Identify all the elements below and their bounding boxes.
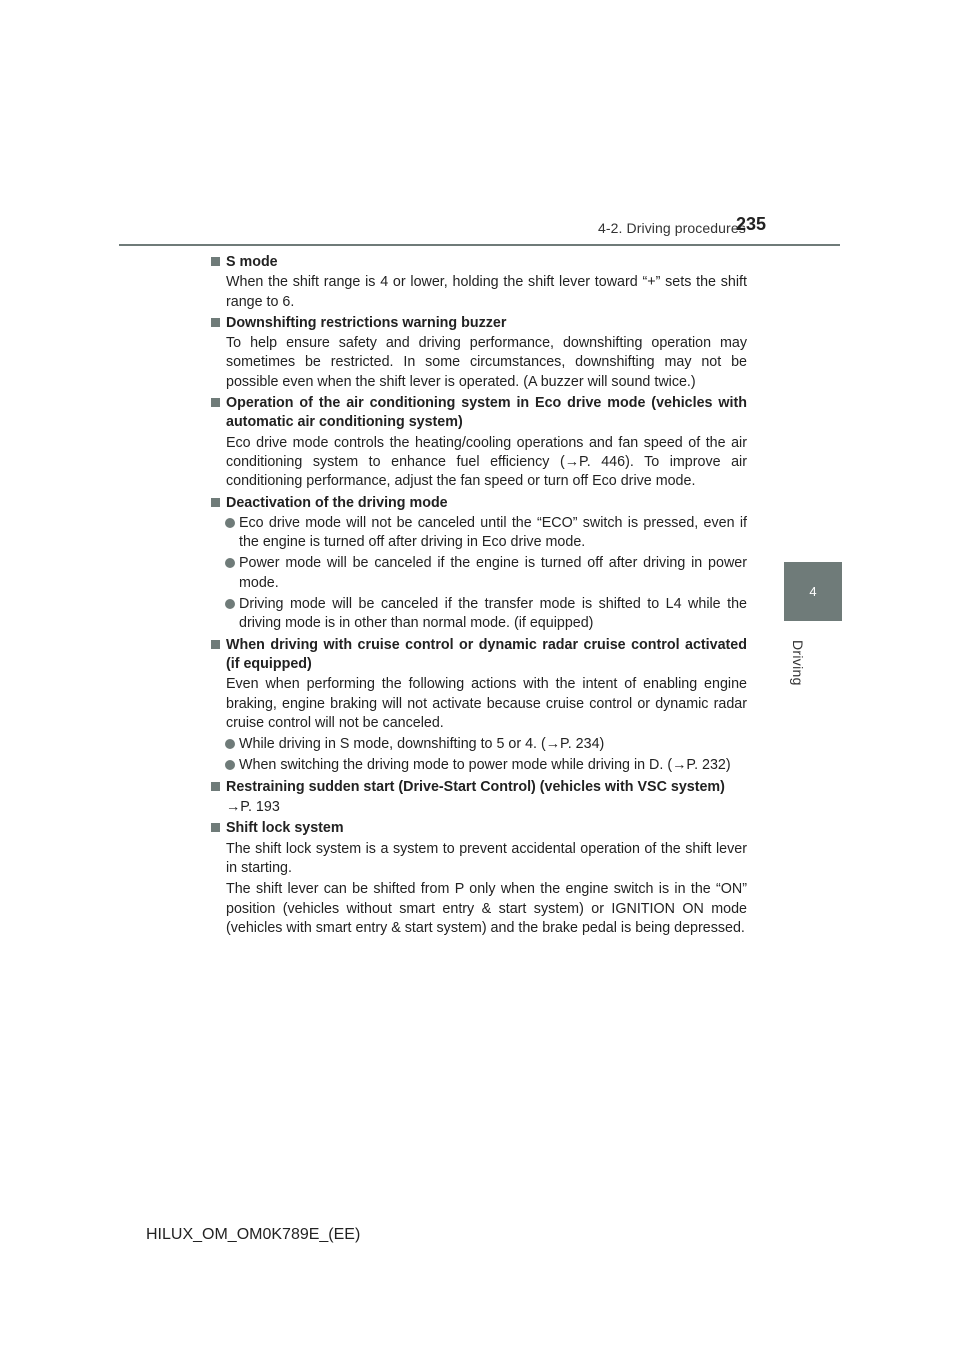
circle-bullet-icon <box>225 739 235 749</box>
circle-bullet-icon <box>225 760 235 770</box>
square-bullet-icon <box>211 640 220 649</box>
bullet-item <box>211 735 747 754</box>
section-title-text: Downshifting restrictions warning buzzer <box>226 314 507 331</box>
side-tab-label: Driving <box>790 640 806 686</box>
section <box>211 819 747 938</box>
section-title-text: Deactivation of the driving mode <box>226 494 448 511</box>
paragraph <box>211 675 747 733</box>
square-bullet-icon <box>211 498 220 507</box>
page-number: 235 <box>736 214 767 234</box>
bullet-text: Driving mode will be canceled if the transfer mode is shifted to L4 while the driving mode is in other than normal mode. (if equipped) <box>239 596 747 632</box>
paragraph-text: →P. 193 <box>226 799 280 816</box>
footer-doc-code: HILUX_OM_OM0K789E_(EE) <box>146 1226 361 1243</box>
paragraph <box>211 840 747 879</box>
section-title <box>211 314 747 333</box>
side-tab-number: 4 <box>809 584 817 599</box>
side-tab <box>784 562 842 621</box>
section-title-text: Operation of the air conditioning system in Eco drive mode (vehicles with automatic air conditioning system) <box>226 395 747 431</box>
paragraph <box>211 798 747 817</box>
section-title-text: When driving with cruise control or dynamic radar cruise control activated (if equipped) <box>226 636 747 672</box>
paragraph <box>211 334 747 392</box>
section <box>211 394 747 491</box>
paragraph <box>211 273 747 312</box>
section-title-text: Shift lock system <box>226 820 344 837</box>
content <box>211 253 747 940</box>
section-title-text: S mode <box>226 254 278 270</box>
circle-bullet-icon <box>225 518 235 528</box>
section <box>211 314 747 392</box>
bullet-text: Eco drive mode will not be canceled until the “ECO” switch is pressed, even if the engine is turned off after driving in Eco drive mode. <box>239 514 747 551</box>
paragraph-text: The shift lock system is a system to prevent accidental operation of the shift lever in starting. <box>226 840 747 876</box>
section-title <box>211 394 747 433</box>
section <box>211 778 747 818</box>
paragraph <box>211 880 747 938</box>
section <box>211 494 747 634</box>
square-bullet-icon <box>211 823 220 832</box>
bullet-item <box>211 514 747 553</box>
square-bullet-icon <box>211 398 220 407</box>
paragraph-text: Even when performing the following actions with the intent of enabling engine braking, engine braking will not activate because cruise control or dynamic radar cruise control will not be canceled. <box>226 676 747 731</box>
paragraph-text: To help ensure safety and driving performance, downshifting operation may sometimes be restricted. In some circumstances, downshifting may not be possible even when the shift lever is operated. (A buzzer will sound twice.) <box>226 335 747 390</box>
paragraph-text: When the shift range is 4 or lower, holding the shift lever toward “+” sets the shift range to 6. <box>226 274 747 310</box>
square-bullet-icon <box>211 257 220 266</box>
header-rule <box>119 244 840 246</box>
bullet-item <box>211 756 747 775</box>
section-title-text: Restraining sudden start (Drive-Start Control) (vehicles with VSC system) <box>226 778 725 795</box>
section-title <box>211 253 747 272</box>
section-title <box>211 636 747 675</box>
page-header-section: 4-2. Driving procedures <box>598 220 746 236</box>
section-title <box>211 819 747 838</box>
bullet-item <box>211 554 747 593</box>
paragraph-text: The shift lever can be shifted from P only when the engine switch is in the “ON” position (vehicles without smart entry & start system) or IGNITION ON mode (vehicles with smart entry & start system) and the brake pedal is being depressed. <box>226 881 747 936</box>
square-bullet-icon <box>211 318 220 327</box>
square-bullet-icon <box>211 782 220 791</box>
section <box>211 636 747 776</box>
paragraph-text: Eco drive mode controls the heating/cooling operations and fan speed of the air conditioning system to enhance fuel efficiency (→P. 446). To improve air conditioning performance, adjust the fan speed or turn off Eco drive mode. <box>226 434 747 490</box>
circle-bullet-icon <box>225 558 235 568</box>
section <box>211 253 747 312</box>
paragraph <box>211 434 747 492</box>
section-title <box>211 778 747 797</box>
section-title <box>211 494 747 513</box>
bullet-item <box>211 595 747 634</box>
bullet-text: Power mode will be canceled if the engine is turned off after driving in power mode. <box>239 555 747 591</box>
circle-bullet-icon <box>225 599 235 609</box>
bullet-text: While driving in S mode, downshifting to 5 or 4. (→P. 234) <box>239 736 605 753</box>
bullet-text: When switching the driving mode to power mode while driving in D. (→P. 232) <box>239 757 731 774</box>
